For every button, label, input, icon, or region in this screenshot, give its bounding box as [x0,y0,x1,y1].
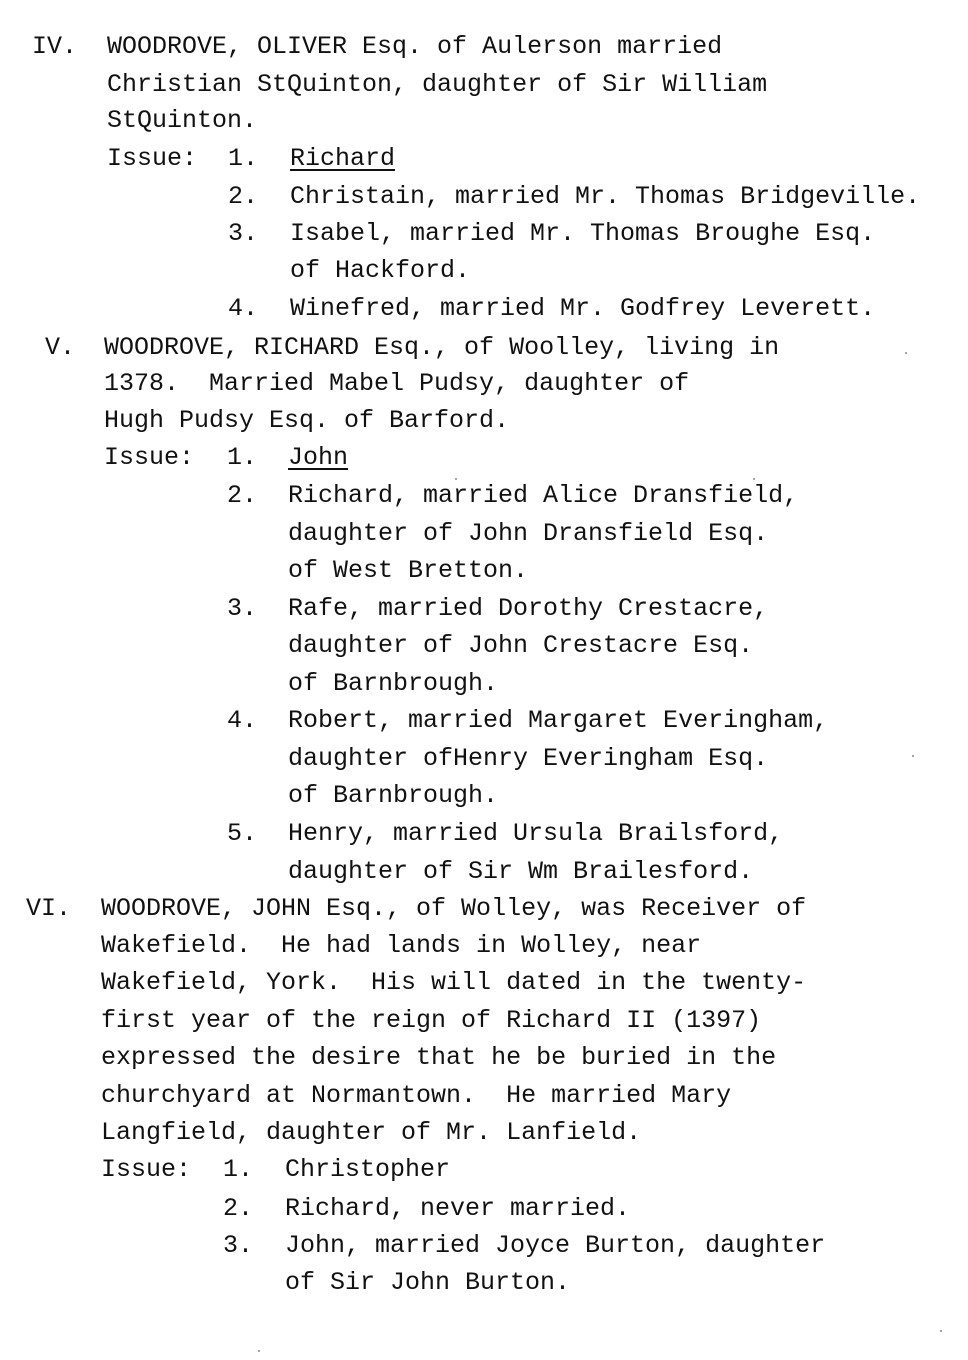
entry-text-line: WOODROVE, OLIVER Esq. of Aulerson married [107,32,723,61]
entry-text-line: first year of the reign of Richard II (1397) [101,1006,762,1035]
issue-text-line: Richard, married Alice Dransfield, [288,481,799,510]
entry-text-line: expressed the desire that he be buried in the [101,1043,777,1072]
issue-number: 3. [223,1231,254,1260]
issue-text-line: Christopher [285,1155,451,1184]
issue-number: 4. [228,294,259,323]
entry-text-line: Wakefield. He had lands in Wolley, near [101,931,702,960]
issue-number: 3. [228,219,259,248]
issue-number: 1. [227,443,258,472]
entry-text-line: 1378. Married Mabel Pudsy, daughter of [104,369,690,398]
entry-numeral: IV. [32,32,78,61]
issue-text-line: of Barnbrough. [288,669,499,698]
scan-speck [455,478,457,480]
entry-text-line: Hugh Pudsy Esq. of Barford. [104,406,510,435]
issue-text-line: Robert, married Margaret Everingham, [288,706,829,735]
issue-text-line: of West Bretton. [288,556,529,585]
issue-number: 2. [223,1194,254,1223]
issue-number: 4. [227,706,258,735]
issue-text-line: Isabel, married Mr. Thomas Broughe Esq. [290,219,876,248]
issue-text-line: daughter of John Crestacre Esq. [288,631,754,660]
issue-text-line: Winefred, married Mr. Godfrey Leverett. [290,294,876,323]
scan-speck [258,1350,260,1352]
issue-text-line: John, married Joyce Burton, daughter [285,1231,826,1260]
issue-text-line: of Barnbrough. [288,781,499,810]
entry-text-line: churchyard at Normantown. He married Mary [101,1081,732,1110]
issue-label: Issue: [107,144,198,173]
issue-text-line: of Sir John Burton. [285,1268,571,1297]
issue-number: 1. [223,1155,254,1184]
entry-numeral: VI. [26,894,72,923]
entry-text-line: WOODROVE, JOHN Esq., of Wolley, was Receiver of [101,894,807,923]
issue-text-line: of Hackford. [290,256,471,285]
issue-text-line: Christain, married Mr. Thomas Bridgeville. [290,182,921,211]
issue-text-line: daughter ofHenry Everingham Esq. [288,744,769,773]
issue-text-line: Henry, married Ursula Brailsford, [288,819,784,848]
issue-label: Issue: [104,443,195,472]
entry-numeral: V. [45,333,76,362]
issue-number: 2. [228,182,259,211]
scan-speck [905,352,907,354]
issue-text-line: daughter of John Dransfield Esq. [288,519,769,548]
entry-text-line: Langfield, daughter of Mr. Lanfield. [101,1118,642,1147]
entry-text-line: Christian StQuinton, daughter of Sir William [107,70,768,99]
entry-text-line: WOODROVE, RICHARD Esq., of Woolley, living in [104,333,780,362]
entry-text-line: StQuinton. [107,106,258,135]
issue-label: Issue: [101,1155,192,1184]
issue-heir-name: John [288,443,349,472]
issue-number: 5. [227,819,258,848]
scan-speck [912,755,914,757]
scan-speck [940,1330,942,1332]
scan-speck [753,478,755,480]
issue-number: 1. [228,144,259,173]
issue-text-line: Richard, never married. [285,1194,631,1223]
issue-heir-name: Richard [290,144,396,173]
issue-number: 3. [227,594,258,623]
entry-text-line: Wakefield, York. His will dated in the twenty- [101,968,807,997]
issue-text-line: daughter of Sir Wm Brailesford. [288,857,754,886]
issue-number: 2. [227,481,258,510]
issue-text-line: Rafe, married Dorothy Crestacre, [288,594,769,623]
